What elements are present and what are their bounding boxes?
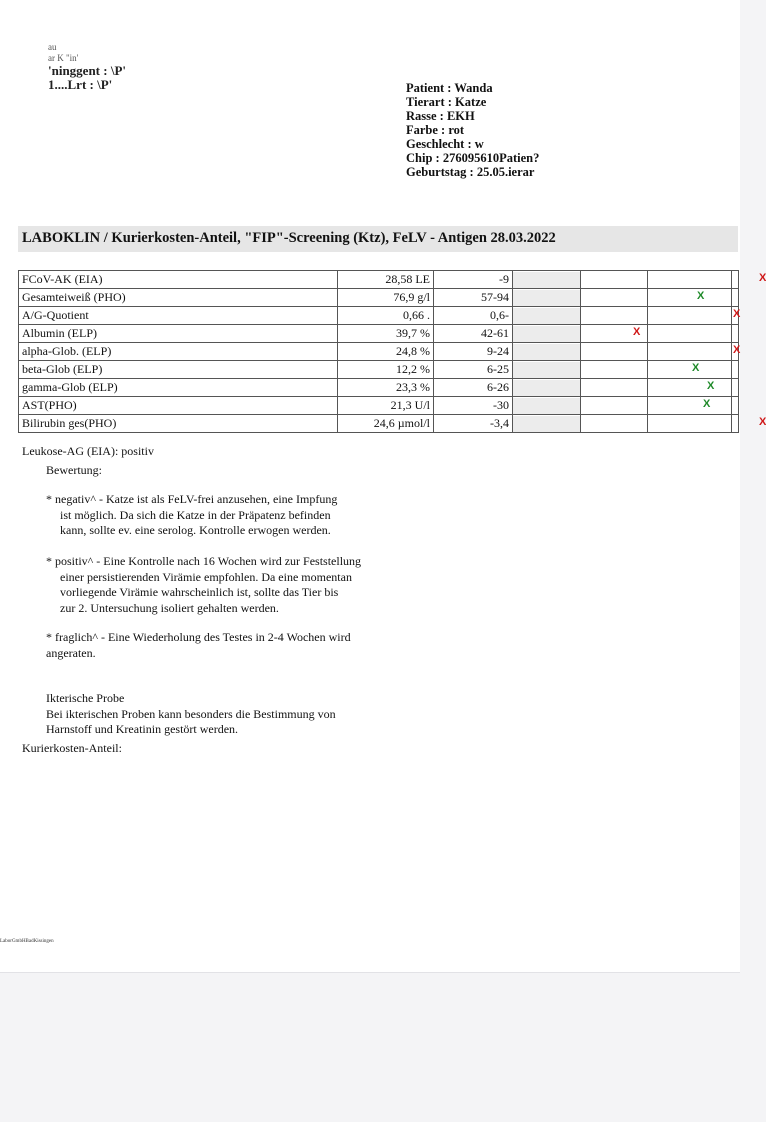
range-indicator-cell — [581, 289, 739, 307]
range-divider — [731, 379, 732, 396]
result-value: 76,9 g/l — [338, 289, 434, 307]
range-indicator-cell — [581, 397, 739, 415]
table-row — [19, 307, 739, 325]
report-title: LABOKLIN / Kurierkosten-Anteil, "FIP"-Screening (Ktz), FeLV - Antigen 28.03.2022 — [22, 230, 556, 246]
patient-birthday: Geburtstag : 25.05.ierar — [406, 165, 535, 179]
range-indicator-cell — [581, 325, 739, 343]
patient-sex: Geschlecht : w — [406, 137, 484, 151]
range-divider — [647, 325, 648, 342]
result-value: 0,66 . — [338, 307, 434, 325]
range-divider — [647, 361, 648, 378]
result-name: gamma-Glob (ELP) — [19, 379, 338, 397]
table-row — [19, 325, 739, 343]
range-divider — [647, 397, 648, 414]
positiv-paragraph — [46, 554, 361, 616]
header-left-block — [48, 42, 126, 92]
range-divider — [731, 415, 732, 432]
ikterisch-note — [46, 691, 336, 738]
low-range-cell — [513, 379, 581, 397]
negativ-paragraph — [46, 492, 337, 539]
bewertung-heading: Bewertung: — [46, 463, 102, 477]
low-range-cell — [513, 271, 581, 289]
result-reference: -30 — [434, 397, 513, 415]
low-range-cell — [513, 289, 581, 307]
result-name: A/G-Quotient — [19, 307, 338, 325]
result-value: 24,8 % — [338, 343, 434, 361]
patient-breed: Rasse : EKH — [406, 109, 475, 123]
table-row — [19, 361, 739, 379]
leukose-result: Leukose-AG (EIA): positiv — [22, 444, 154, 458]
result-name: beta-Glob (ELP) — [19, 361, 338, 379]
patient-name: Patient : Wanda — [406, 81, 493, 95]
range-indicator-cell — [581, 343, 739, 361]
patient-color: Farbe : rot — [406, 123, 465, 137]
header-left-line: 1....Lrt : \P' — [48, 77, 113, 92]
header-left-line: 'ninggent : \P' — [48, 63, 127, 78]
table-row — [19, 343, 739, 361]
result-value: 28,58 LE — [338, 271, 434, 289]
table-row — [19, 379, 739, 397]
range-divider — [731, 361, 732, 378]
text-line: * negativ^ - Katze ist als FeLV-frei anzusehen, eine Impfung — [46, 492, 338, 506]
result-value: 24,6 µmol/l — [338, 415, 434, 433]
result-value: 21,3 U/l — [338, 397, 434, 415]
result-marker: X — [759, 272, 766, 284]
result-value: 23,3 % — [338, 379, 434, 397]
result-reference: -3,4 — [434, 415, 513, 433]
text-line: angeraten. — [46, 645, 96, 660]
kurierkosten-label: Kurierkosten-Anteil: — [22, 741, 122, 755]
range-divider — [731, 289, 732, 306]
result-marker: X — [733, 308, 741, 320]
low-range-cell — [513, 415, 581, 433]
result-name: alpha-Glob. (ELP) — [19, 343, 338, 361]
result-marker: X — [633, 326, 641, 338]
result-marker: X — [692, 362, 700, 374]
text-line: ist möglich. Da sich die Katze in der Präpatenz befinden — [60, 507, 331, 522]
text-line: einer persistierenden Virämie empfohlen. Da eine momentan — [60, 569, 352, 584]
table-row — [19, 415, 739, 433]
low-range-cell — [513, 343, 581, 361]
text-line: kann, sollte ev. eine serolog. Kontrolle erwogen werden. — [60, 523, 331, 537]
patient-species: Tierart : Katze — [406, 95, 487, 109]
footer-lab-name: LaborGmbHBadKissingen — [0, 939, 54, 944]
range-divider — [731, 271, 732, 288]
range-divider — [731, 343, 732, 360]
range-divider — [647, 271, 648, 288]
result-reference: 9-24 — [434, 343, 513, 361]
low-range-cell — [513, 397, 581, 415]
result-name: Bilirubin ges(PHO) — [19, 415, 338, 433]
range-divider — [731, 325, 732, 342]
range-indicator-cell — [581, 271, 766, 289]
text-line: Harnstoff und Kreatinin gestört werden. — [46, 722, 239, 736]
text-line: * positiv^ - Eine Kontrolle nach 16 Wochen wird zur Feststellung — [46, 554, 362, 568]
fraglich-paragraph — [46, 630, 351, 661]
result-marker: X — [759, 416, 766, 428]
results-table — [18, 270, 766, 433]
range-divider — [647, 415, 648, 432]
text-line: Ikterische Probe — [46, 691, 125, 705]
range-divider — [731, 397, 732, 414]
range-indicator-cell — [581, 361, 739, 379]
result-reference: 6-26 — [434, 379, 513, 397]
result-reference: 0,6- — [434, 307, 513, 325]
low-range-cell — [513, 325, 581, 343]
result-reference: 42-61 — [434, 325, 513, 343]
range-divider — [647, 379, 648, 396]
report-title-bar — [18, 226, 738, 252]
text-line: Bei ikterischen Proben kann besonders die Bestimmung von — [46, 706, 336, 721]
range-divider — [731, 307, 732, 324]
result-reference: 57-94 — [434, 289, 513, 307]
text-line: vorliegende Virämie wahrscheinlich ist, sollte das Tier bis — [60, 585, 339, 599]
text-line: zur 2. Untersuchung isoliert gehalten werden. — [60, 600, 279, 615]
result-marker: X — [733, 344, 741, 356]
range-indicator-cell — [581, 415, 766, 433]
result-name: FCoV-AK (EIA) — [19, 271, 338, 289]
range-divider — [647, 343, 648, 360]
viewer-background — [0, 972, 740, 1122]
result-marker: X — [707, 380, 715, 392]
range-divider — [647, 307, 648, 324]
header-left-line: ar K "in' — [48, 53, 79, 63]
result-name: Albumin (ELP) — [19, 325, 338, 343]
patient-chip: Chip : 276095610Patien? — [406, 151, 540, 165]
result-reference: -9 — [434, 271, 513, 289]
result-name: Gesamteiweiß (PHO) — [19, 289, 338, 307]
low-range-cell — [513, 361, 581, 379]
result-value: 39,7 % — [338, 325, 434, 343]
result-name: AST(PHO) — [19, 397, 338, 415]
range-divider — [647, 289, 648, 306]
result-reference: 6-25 — [434, 361, 513, 379]
result-marker: X — [697, 290, 705, 302]
table-row — [19, 271, 739, 289]
result-value: 12,2 % — [338, 361, 434, 379]
result-marker: X — [703, 398, 711, 410]
range-indicator-cell — [581, 379, 739, 397]
range-indicator-cell — [581, 307, 739, 325]
low-range-cell — [513, 307, 581, 325]
patient-info — [406, 81, 539, 179]
header-left-line: au — [48, 42, 57, 52]
table-row — [19, 289, 739, 307]
text-line: * fraglich^ - Eine Wiederholung des Testes in 2-4 Wochen wird — [46, 630, 351, 644]
table-row — [19, 397, 739, 415]
